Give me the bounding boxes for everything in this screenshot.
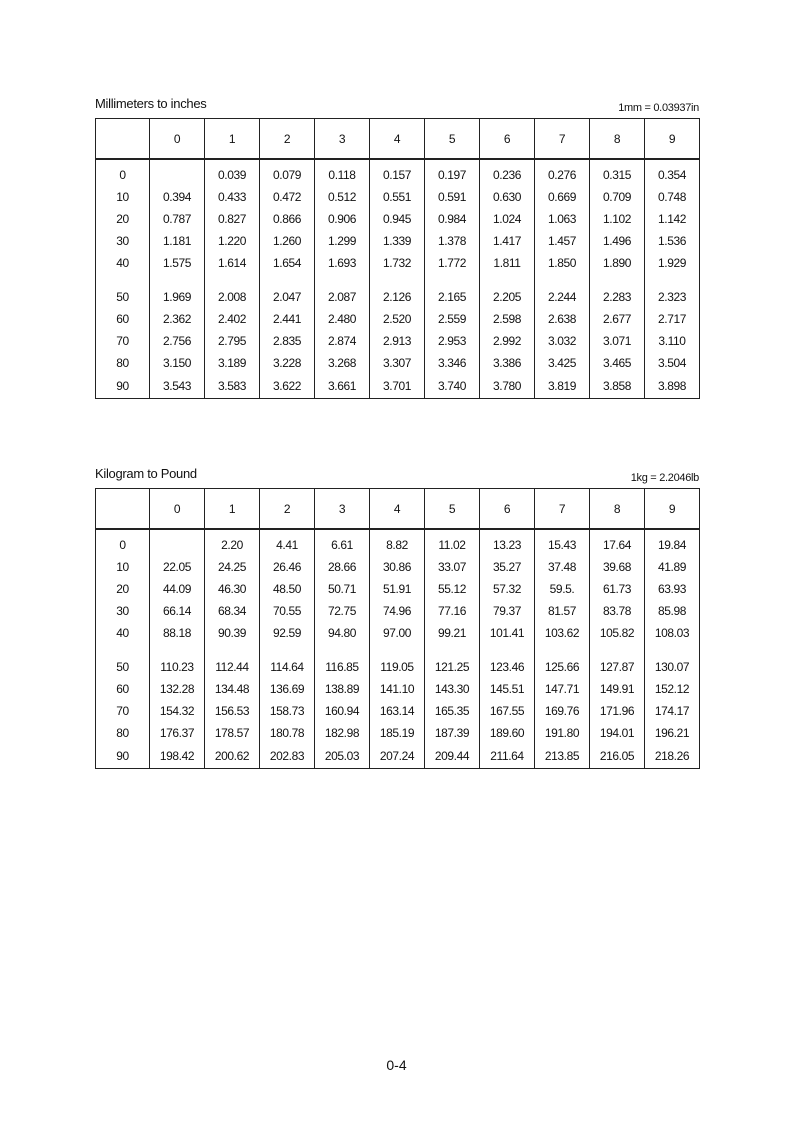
column-header: 1 bbox=[205, 489, 260, 530]
value-cell: 2.047 bbox=[260, 286, 315, 308]
value-cell: 2.244 bbox=[535, 286, 590, 308]
value-cell: 147.71 bbox=[535, 678, 590, 700]
value-cell: 63.93 bbox=[645, 578, 700, 600]
value-cell: 35.27 bbox=[480, 556, 535, 578]
value-cell: 3.504 bbox=[645, 352, 700, 374]
table-row bbox=[96, 330, 700, 352]
value-cell: 0.827 bbox=[205, 208, 260, 230]
value-cell: 3.189 bbox=[205, 352, 260, 374]
value-cell: 180.78 bbox=[260, 722, 315, 744]
value-cell: 90.39 bbox=[205, 622, 260, 644]
value-cell: 2.795 bbox=[205, 330, 260, 352]
value-cell: 0.591 bbox=[425, 186, 480, 208]
value-cell: 24.25 bbox=[205, 556, 260, 578]
value-cell: 125.66 bbox=[535, 656, 590, 678]
table-row bbox=[96, 600, 700, 622]
value-cell: 218.26 bbox=[645, 744, 700, 769]
value-cell: 1.890 bbox=[590, 252, 645, 274]
value-cell bbox=[150, 159, 205, 186]
value-cell: 0.236 bbox=[480, 159, 535, 186]
value-cell: 3.701 bbox=[370, 374, 425, 399]
value-cell: 0.354 bbox=[645, 159, 700, 186]
value-cell: 94.80 bbox=[315, 622, 370, 644]
kg-to-pound-table bbox=[95, 488, 700, 769]
value-cell: 57.32 bbox=[480, 578, 535, 600]
column-header: 9 bbox=[645, 489, 700, 530]
value-cell: 17.64 bbox=[590, 529, 645, 556]
value-cell: 0.394 bbox=[150, 186, 205, 208]
value-cell: 1.929 bbox=[645, 252, 700, 274]
row-label: 30 bbox=[96, 600, 150, 622]
value-cell: 198.42 bbox=[150, 744, 205, 769]
value-cell: 44.09 bbox=[150, 578, 205, 600]
row-label: 50 bbox=[96, 286, 150, 308]
row-label: 0 bbox=[96, 529, 150, 556]
value-cell: 1.732 bbox=[370, 252, 425, 274]
value-cell: 134.48 bbox=[205, 678, 260, 700]
value-cell: 3.819 bbox=[535, 374, 590, 399]
corner-cell bbox=[96, 119, 150, 160]
value-cell: 79.37 bbox=[480, 600, 535, 622]
column-header: 0 bbox=[150, 489, 205, 530]
column-header: 8 bbox=[590, 489, 645, 530]
column-header: 6 bbox=[480, 119, 535, 160]
value-cell: 41.89 bbox=[645, 556, 700, 578]
value-cell: 8.82 bbox=[370, 529, 425, 556]
value-cell: 72.75 bbox=[315, 600, 370, 622]
value-cell: 97.00 bbox=[370, 622, 425, 644]
value-cell: 189.60 bbox=[480, 722, 535, 744]
value-cell: 194.01 bbox=[590, 722, 645, 744]
row-label: 50 bbox=[96, 656, 150, 678]
table-row bbox=[96, 286, 700, 308]
value-cell: 77.16 bbox=[425, 600, 480, 622]
column-header: 3 bbox=[315, 489, 370, 530]
value-cell: 3.150 bbox=[150, 352, 205, 374]
row-label: 90 bbox=[96, 374, 150, 399]
value-cell: 1.142 bbox=[645, 208, 700, 230]
value-cell: 145.51 bbox=[480, 678, 535, 700]
value-cell: 3.465 bbox=[590, 352, 645, 374]
value-cell: 2.20 bbox=[205, 529, 260, 556]
value-cell: 37.48 bbox=[535, 556, 590, 578]
value-cell: 1.772 bbox=[425, 252, 480, 274]
value-cell: 207.24 bbox=[370, 744, 425, 769]
value-cell: 163.14 bbox=[370, 700, 425, 722]
value-cell: 15.43 bbox=[535, 529, 590, 556]
value-cell: 1.339 bbox=[370, 230, 425, 252]
value-cell: 2.598 bbox=[480, 308, 535, 330]
value-cell: 2.441 bbox=[260, 308, 315, 330]
value-cell: 1.850 bbox=[535, 252, 590, 274]
mm-to-inches-table bbox=[95, 118, 700, 399]
value-cell: 0.945 bbox=[370, 208, 425, 230]
value-cell: 70.55 bbox=[260, 600, 315, 622]
value-cell: 0.079 bbox=[260, 159, 315, 186]
value-cell: 127.87 bbox=[590, 656, 645, 678]
conversion-factor-note: 1kg = 2.2046lb bbox=[630, 472, 699, 484]
value-cell: 1.536 bbox=[645, 230, 700, 252]
value-cell: 174.17 bbox=[645, 700, 700, 722]
value-cell: 33.07 bbox=[425, 556, 480, 578]
value-cell: 2.638 bbox=[535, 308, 590, 330]
column-header: 5 bbox=[425, 489, 480, 530]
value-cell: 0.551 bbox=[370, 186, 425, 208]
row-label: 70 bbox=[96, 700, 150, 722]
value-cell: 88.18 bbox=[150, 622, 205, 644]
value-cell: 121.25 bbox=[425, 656, 480, 678]
row-label: 60 bbox=[96, 308, 150, 330]
value-cell: 92.59 bbox=[260, 622, 315, 644]
value-cell: 211.64 bbox=[480, 744, 535, 769]
value-cell: 152.12 bbox=[645, 678, 700, 700]
value-cell: 105.82 bbox=[590, 622, 645, 644]
table-row bbox=[96, 578, 700, 600]
value-cell: 132.28 bbox=[150, 678, 205, 700]
value-cell: 0.748 bbox=[645, 186, 700, 208]
value-cell: 3.858 bbox=[590, 374, 645, 399]
value-cell: 0.039 bbox=[205, 159, 260, 186]
column-header: 2 bbox=[260, 119, 315, 160]
table-row bbox=[96, 656, 700, 678]
value-cell: 0.118 bbox=[315, 159, 370, 186]
table-title: Kilogram to Pound bbox=[95, 466, 197, 481]
conversion-factor-note: 1mm = 0.03937in bbox=[618, 102, 699, 114]
value-cell: 2.559 bbox=[425, 308, 480, 330]
value-cell: 187.39 bbox=[425, 722, 480, 744]
value-cell: 3.780 bbox=[480, 374, 535, 399]
value-cell: 0.276 bbox=[535, 159, 590, 186]
value-cell: 1.969 bbox=[150, 286, 205, 308]
table-row bbox=[96, 622, 700, 644]
value-cell: 182.98 bbox=[315, 722, 370, 744]
value-cell: 160.94 bbox=[315, 700, 370, 722]
mm-to-inches-section bbox=[95, 94, 699, 399]
value-cell: 112.44 bbox=[205, 656, 260, 678]
value-cell: 205.03 bbox=[315, 744, 370, 769]
value-cell: 99.21 bbox=[425, 622, 480, 644]
header-row bbox=[96, 489, 700, 530]
table-row bbox=[96, 230, 700, 252]
table-title: Millimeters to inches bbox=[95, 96, 207, 111]
value-cell: 3.228 bbox=[260, 352, 315, 374]
kg-to-pound-section bbox=[95, 464, 699, 769]
row-label: 0 bbox=[96, 159, 150, 186]
table-row bbox=[96, 352, 700, 374]
row-label: 90 bbox=[96, 744, 150, 769]
row-label: 60 bbox=[96, 678, 150, 700]
value-cell: 171.96 bbox=[590, 700, 645, 722]
value-cell: 213.85 bbox=[535, 744, 590, 769]
value-cell: 2.008 bbox=[205, 286, 260, 308]
value-cell: 4.41 bbox=[260, 529, 315, 556]
value-cell: 50.71 bbox=[315, 578, 370, 600]
value-cell: 1.299 bbox=[315, 230, 370, 252]
value-cell: 1.457 bbox=[535, 230, 590, 252]
value-cell: 0.630 bbox=[480, 186, 535, 208]
value-cell: 3.032 bbox=[535, 330, 590, 352]
value-cell: 2.677 bbox=[590, 308, 645, 330]
value-cell: 156.53 bbox=[205, 700, 260, 722]
value-cell: 116.85 bbox=[315, 656, 370, 678]
value-cell: 48.50 bbox=[260, 578, 315, 600]
value-cell: 0.472 bbox=[260, 186, 315, 208]
value-cell: 83.78 bbox=[590, 600, 645, 622]
value-cell: 3.425 bbox=[535, 352, 590, 374]
column-header: 1 bbox=[205, 119, 260, 160]
value-cell: 6.61 bbox=[315, 529, 370, 556]
table-row bbox=[96, 700, 700, 722]
value-cell: 3.346 bbox=[425, 352, 480, 374]
value-cell: 3.661 bbox=[315, 374, 370, 399]
value-cell: 2.520 bbox=[370, 308, 425, 330]
table-row bbox=[96, 186, 700, 208]
table-row bbox=[96, 678, 700, 700]
value-cell: 119.05 bbox=[370, 656, 425, 678]
value-cell: 2.087 bbox=[315, 286, 370, 308]
value-cell: 3.740 bbox=[425, 374, 480, 399]
value-cell: 2.756 bbox=[150, 330, 205, 352]
row-label: 40 bbox=[96, 252, 150, 274]
table-row bbox=[96, 374, 700, 399]
group-spacer bbox=[96, 274, 700, 286]
value-cell: 1.654 bbox=[260, 252, 315, 274]
value-cell: 30.86 bbox=[370, 556, 425, 578]
value-cell: 2.874 bbox=[315, 330, 370, 352]
value-cell: 1.260 bbox=[260, 230, 315, 252]
value-cell: 46.30 bbox=[205, 578, 260, 600]
row-label: 80 bbox=[96, 352, 150, 374]
column-header: 8 bbox=[590, 119, 645, 160]
column-header: 3 bbox=[315, 119, 370, 160]
value-cell: 3.622 bbox=[260, 374, 315, 399]
value-cell: 1.181 bbox=[150, 230, 205, 252]
value-cell: 22.05 bbox=[150, 556, 205, 578]
value-cell: 149.91 bbox=[590, 678, 645, 700]
value-cell: 1.220 bbox=[205, 230, 260, 252]
value-cell: 141.10 bbox=[370, 678, 425, 700]
value-cell: 167.55 bbox=[480, 700, 535, 722]
header-row bbox=[96, 119, 700, 160]
table-row bbox=[96, 308, 700, 330]
value-cell: 3.307 bbox=[370, 352, 425, 374]
table-row bbox=[96, 556, 700, 578]
row-label: 70 bbox=[96, 330, 150, 352]
value-cell: 202.83 bbox=[260, 744, 315, 769]
value-cell: 55.12 bbox=[425, 578, 480, 600]
value-cell: 165.35 bbox=[425, 700, 480, 722]
value-cell: 2.283 bbox=[590, 286, 645, 308]
value-cell: 2.480 bbox=[315, 308, 370, 330]
value-cell: 3.583 bbox=[205, 374, 260, 399]
table-row bbox=[96, 208, 700, 230]
value-cell: 138.89 bbox=[315, 678, 370, 700]
row-label: 80 bbox=[96, 722, 150, 744]
value-cell: 209.44 bbox=[425, 744, 480, 769]
value-cell: 1.693 bbox=[315, 252, 370, 274]
value-cell bbox=[150, 529, 205, 556]
value-cell: 108.03 bbox=[645, 622, 700, 644]
table-row bbox=[96, 252, 700, 274]
page-number: 0-4 bbox=[386, 1057, 407, 1073]
value-cell: 1.378 bbox=[425, 230, 480, 252]
column-header: 4 bbox=[370, 489, 425, 530]
value-cell: 143.30 bbox=[425, 678, 480, 700]
value-cell: 1.614 bbox=[205, 252, 260, 274]
value-cell: 103.62 bbox=[535, 622, 590, 644]
value-cell: 39.68 bbox=[590, 556, 645, 578]
value-cell: 66.14 bbox=[150, 600, 205, 622]
column-header: 5 bbox=[425, 119, 480, 160]
value-cell: 3.268 bbox=[315, 352, 370, 374]
value-cell: 1.024 bbox=[480, 208, 535, 230]
value-cell: 3.110 bbox=[645, 330, 700, 352]
value-cell: 3.386 bbox=[480, 352, 535, 374]
row-label: 20 bbox=[96, 208, 150, 230]
value-cell: 0.866 bbox=[260, 208, 315, 230]
value-cell: 1.063 bbox=[535, 208, 590, 230]
column-header: 7 bbox=[535, 119, 590, 160]
value-cell: 0.433 bbox=[205, 186, 260, 208]
value-cell: 0.315 bbox=[590, 159, 645, 186]
column-header: 4 bbox=[370, 119, 425, 160]
value-cell: 0.669 bbox=[535, 186, 590, 208]
value-cell: 13.23 bbox=[480, 529, 535, 556]
value-cell: 196.21 bbox=[645, 722, 700, 744]
value-cell: 51.91 bbox=[370, 578, 425, 600]
value-cell: 0.197 bbox=[425, 159, 480, 186]
value-cell: 101.41 bbox=[480, 622, 535, 644]
value-cell: 26.46 bbox=[260, 556, 315, 578]
column-header: 2 bbox=[260, 489, 315, 530]
value-cell: 185.19 bbox=[370, 722, 425, 744]
value-cell: 19.84 bbox=[645, 529, 700, 556]
value-cell: 1.496 bbox=[590, 230, 645, 252]
table-row bbox=[96, 722, 700, 744]
value-cell: 74.96 bbox=[370, 600, 425, 622]
value-cell: 130.07 bbox=[645, 656, 700, 678]
value-cell: 178.57 bbox=[205, 722, 260, 744]
value-cell: 110.23 bbox=[150, 656, 205, 678]
value-cell: 200.62 bbox=[205, 744, 260, 769]
value-cell: 2.323 bbox=[645, 286, 700, 308]
value-cell: 114.64 bbox=[260, 656, 315, 678]
value-cell: 2.165 bbox=[425, 286, 480, 308]
value-cell: 123.46 bbox=[480, 656, 535, 678]
value-cell: 81.57 bbox=[535, 600, 590, 622]
value-cell: 0.984 bbox=[425, 208, 480, 230]
value-cell: 61.73 bbox=[590, 578, 645, 600]
value-cell: 3.898 bbox=[645, 374, 700, 399]
value-cell: 85.98 bbox=[645, 600, 700, 622]
column-header: 7 bbox=[535, 489, 590, 530]
table-row bbox=[96, 159, 700, 186]
value-cell: 3.543 bbox=[150, 374, 205, 399]
value-cell: 2.992 bbox=[480, 330, 535, 352]
value-cell: 2.835 bbox=[260, 330, 315, 352]
value-cell: 1.811 bbox=[480, 252, 535, 274]
value-cell: 28.66 bbox=[315, 556, 370, 578]
value-cell: 2.913 bbox=[370, 330, 425, 352]
value-cell: 0.709 bbox=[590, 186, 645, 208]
column-header: 6 bbox=[480, 489, 535, 530]
row-label: 20 bbox=[96, 578, 150, 600]
value-cell: 2.205 bbox=[480, 286, 535, 308]
row-label: 10 bbox=[96, 556, 150, 578]
value-cell: 0.906 bbox=[315, 208, 370, 230]
row-label: 40 bbox=[96, 622, 150, 644]
value-cell: 191.80 bbox=[535, 722, 590, 744]
value-cell: 1.575 bbox=[150, 252, 205, 274]
column-header: 0 bbox=[150, 119, 205, 160]
value-cell: 0.787 bbox=[150, 208, 205, 230]
value-cell: 136.69 bbox=[260, 678, 315, 700]
value-cell: 2.402 bbox=[205, 308, 260, 330]
row-label: 10 bbox=[96, 186, 150, 208]
value-cell: 2.953 bbox=[425, 330, 480, 352]
value-cell: 176.37 bbox=[150, 722, 205, 744]
table-row bbox=[96, 529, 700, 556]
value-cell: 2.362 bbox=[150, 308, 205, 330]
row-label: 30 bbox=[96, 230, 150, 252]
value-cell: 68.34 bbox=[205, 600, 260, 622]
value-cell: 2.717 bbox=[645, 308, 700, 330]
value-cell: 158.73 bbox=[260, 700, 315, 722]
value-cell: 0.157 bbox=[370, 159, 425, 186]
value-cell: 0.512 bbox=[315, 186, 370, 208]
value-cell: 154.32 bbox=[150, 700, 205, 722]
column-header: 9 bbox=[645, 119, 700, 160]
value-cell: 59.5. bbox=[535, 578, 590, 600]
value-cell: 1.102 bbox=[590, 208, 645, 230]
table-row bbox=[96, 744, 700, 769]
group-spacer bbox=[96, 644, 700, 656]
value-cell: 11.02 bbox=[425, 529, 480, 556]
value-cell: 2.126 bbox=[370, 286, 425, 308]
corner-cell bbox=[96, 489, 150, 530]
value-cell: 169.76 bbox=[535, 700, 590, 722]
value-cell: 1.417 bbox=[480, 230, 535, 252]
value-cell: 216.05 bbox=[590, 744, 645, 769]
value-cell: 3.071 bbox=[590, 330, 645, 352]
